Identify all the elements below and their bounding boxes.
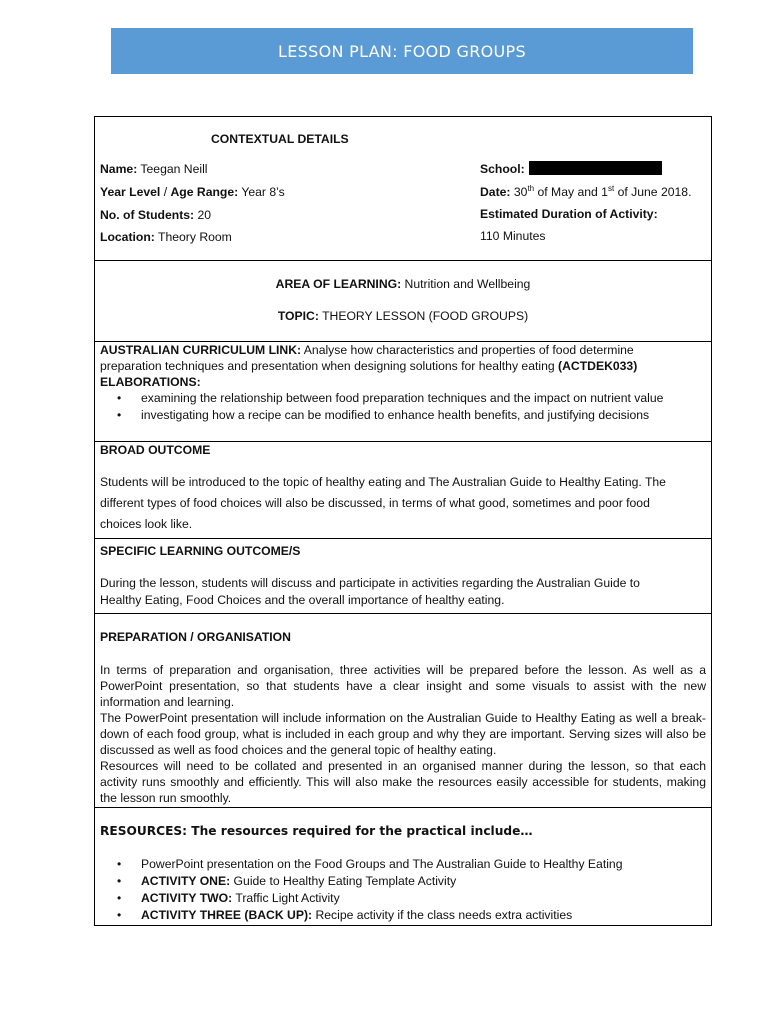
specific-outcomes-line-2: Healthy Eating, Food Choices and the overall importance of healthy eating. (100, 593, 505, 607)
area-of-learning: AREA OF LEARNING: Nutrition and Wellbeing (275, 277, 531, 291)
specific-outcomes-section (95, 539, 711, 614)
redacted-school-name (529, 161, 662, 175)
broad-outcome-line-3: choices look like. (100, 517, 193, 531)
list-item: • ACTIVITY ONE: Guide to Healthy Eating Template Activity (95, 873, 622, 890)
preparation-paragraph-2: The PowerPoint presentation will include information on the Australian Guide to Healthy Eating as well a break-down of each food group, what is included in each group and why they are important. Serving sizes will also be discussed as well as food choices and the general topic of healthy eating. (100, 711, 706, 757)
resources-section (95, 808, 711, 925)
preparation-paragraph-3: Resources will need to be collated and presented in an organised manner during the lesson, so that each activity runs smoothly and efficiently. This will also make the resources easily accessible for students, making the lesson run smoothly. (100, 759, 706, 805)
broad-outcome-heading: BROAD OUTCOME (100, 443, 211, 457)
broad-outcome-line-1: Students will be introduced to the topic of healthy eating and The Australian Guide to Healthy Eating. The (100, 475, 666, 489)
resources-list (95, 856, 622, 924)
date-row: Date: 30th of May and 1st of June 2018. (480, 183, 692, 199)
list-item: • investigating how a recipe can be modified to enhance health benefits, and justifying decisions (95, 407, 663, 424)
curriculum-link-section (95, 342, 711, 442)
duration-value: 110 Minutes (480, 229, 546, 243)
school-row: School: (480, 161, 662, 177)
topic: TOPIC: THEORY LESSON (FOOD GROUPS) (277, 309, 529, 323)
name-row: Name: Teegan Neill (100, 162, 208, 176)
curriculum-line-2: preparation techniques and presentation when designing solutions for healthy eating (ACTDEK033) (100, 359, 638, 373)
duration-label: Estimated Duration of Activity: (480, 207, 658, 221)
area-of-learning-section (95, 261, 711, 342)
broad-outcome-section (95, 442, 711, 539)
curriculum-line-1: AUSTRALIAN CURRICULUM LINK: Analyse how characteristics and properties of food determine (100, 343, 634, 357)
specific-outcomes-heading: SPECIFIC LEARNING OUTCOME/S (100, 544, 301, 558)
elaborations-label: ELABORATIONS: (100, 375, 201, 389)
preparation-paragraph-1: In terms of preparation and organisation, three activities will be prepared before the lesson. As well as a PowerPoint presentation, so that students have a clear insight and some visuals to assist with the new information and learning. (100, 663, 706, 709)
list-item: • ACTIVITY THREE (BACK UP): Recipe activity if the class needs extra activities (95, 907, 622, 924)
list-item: • PowerPoint presentation on the Food Groups and The Australian Guide to Healthy Eating (95, 856, 622, 873)
contextual-details-heading: CONTEXTUAL DETAILS (211, 132, 349, 146)
broad-outcome-line-2: different types of food choices will also be discussed, in terms of what good, sometimes and poor food (100, 496, 650, 510)
document-title: LESSON PLAN: FOOD GROUPS (278, 41, 526, 61)
resources-heading: RESOURCES: The resources required for the practical include… (100, 824, 533, 838)
elaborations-list (95, 390, 663, 424)
document-title-banner (111, 28, 693, 74)
list-item: • ACTIVITY TWO: Traffic Light Activity (95, 890, 622, 907)
preparation-heading: PREPARATION / ORGANISATION (100, 630, 291, 644)
students-row: No. of Students: 20 (100, 208, 212, 222)
lesson-plan-table (94, 116, 712, 926)
specific-outcomes-line-1: During the lesson, students will discuss and participate in activities regarding the Australian Guide to (100, 576, 640, 590)
list-item: • examining the relationship between food preparation techniques and the impact on nutrient value (95, 390, 663, 407)
contextual-details-section (95, 117, 711, 261)
preparation-section (95, 614, 711, 808)
year-level-row: Year Level / Age Range: Year 8’s (100, 185, 285, 199)
location-row: Location: Theory Room (100, 230, 232, 244)
